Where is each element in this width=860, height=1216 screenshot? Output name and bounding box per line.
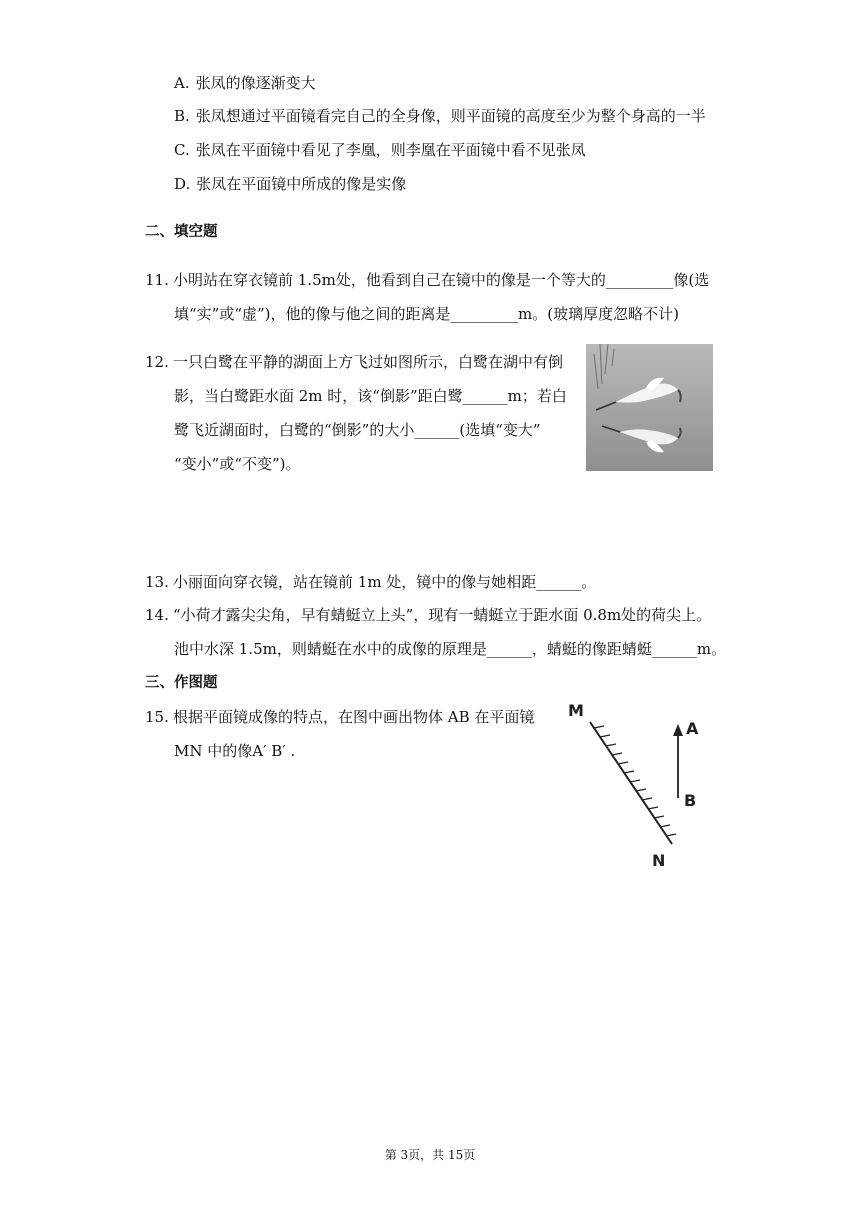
option-text: 张凤在平面镜中看见了李凰，则李凰在平面镜中看不见张凤 (195, 141, 586, 159)
question-12-line-4: “变小”或“不变”)。 (174, 455, 301, 473)
question-11-line-2: 填“实”或“虚”)，他的像与他之间的距离是_________m。(玻璃厚度忽略不计) (174, 305, 679, 323)
arrow-head-icon (673, 724, 683, 736)
option-text: 张凤想通过平面镜看完自己的全身像，则平面镜的高度至少为整个身高的一半 (195, 107, 706, 125)
section-heading-fill-blank: 二、填空题 (145, 224, 218, 240)
option-text: 张凤的像逐渐变大 (195, 74, 316, 92)
question-14-line-2: 池中水深 1.5m，则蜻蜓在水中的成像的原理是______，蜻蜓的像距蜻蜓______m。 (174, 640, 727, 658)
question-11-line-1 (145, 270, 709, 290)
section-heading-drawing: 三、作图题 (145, 675, 218, 691)
mirror-diagram (560, 698, 710, 870)
option-letter: D. (174, 175, 191, 193)
option-a (174, 73, 316, 93)
question-text: “小荷才露尖尖角，早有蜻蜓立上头”，现有一蜻蜓立于距水面 0.8m处的荷尖上。 (173, 606, 712, 624)
option-letter: A. (174, 74, 190, 92)
label-m: M (568, 701, 584, 720)
question-number: 11. (145, 271, 169, 289)
option-b (174, 106, 706, 126)
question-14-line-1 (145, 605, 711, 625)
option-letter: B. (174, 107, 190, 125)
label-a: A (686, 719, 699, 738)
option-c (174, 140, 586, 160)
question-text: 根据平面镜成像的特点，在图中画出物体 AB 在平面镜 (173, 708, 535, 726)
question-15-line-1 (145, 707, 534, 727)
option-letter: C. (174, 141, 190, 159)
option-text: 张凤在平面镜中所成的像是实像 (196, 175, 407, 193)
mirror-line (590, 722, 672, 844)
question-text: 小明站在穿衣镜前 1.5m处，他看到自己在镜中的像是一个等大的_________像(选 (173, 271, 710, 289)
mirror-hatching (594, 726, 676, 836)
question-13-line-1 (145, 572, 596, 592)
question-number: 13. (145, 573, 169, 591)
question-number: 14. (145, 606, 169, 624)
question-12-line-2: 影，当白鹭距水面 2m 时，该“倒影”距白鹭______m；若白 (174, 387, 567, 405)
question-text: 小丽面向穿衣镜，站在镜前 1m 处，镜中的像与她相距______。 (173, 573, 597, 591)
page-footer: 第 3页，共 15页 (384, 1148, 476, 1162)
question-12-line-1 (145, 352, 563, 372)
question-number: 15. (145, 708, 169, 726)
question-text: 一只白鹭在平静的湖面上方飞过如图所示，白鹭在湖中有倒 (173, 353, 564, 371)
question-12-line-3: 鹭飞近湖面时，白鹭的“倒影”的大小______(选填“变大” (174, 421, 541, 439)
label-n: N (652, 851, 666, 870)
question-15-line-2: MN 中的像A′ B′ . (174, 742, 296, 760)
option-d (174, 174, 406, 194)
label-b: B (684, 791, 697, 810)
egret-photo (586, 344, 713, 471)
question-number: 12. (145, 353, 169, 371)
